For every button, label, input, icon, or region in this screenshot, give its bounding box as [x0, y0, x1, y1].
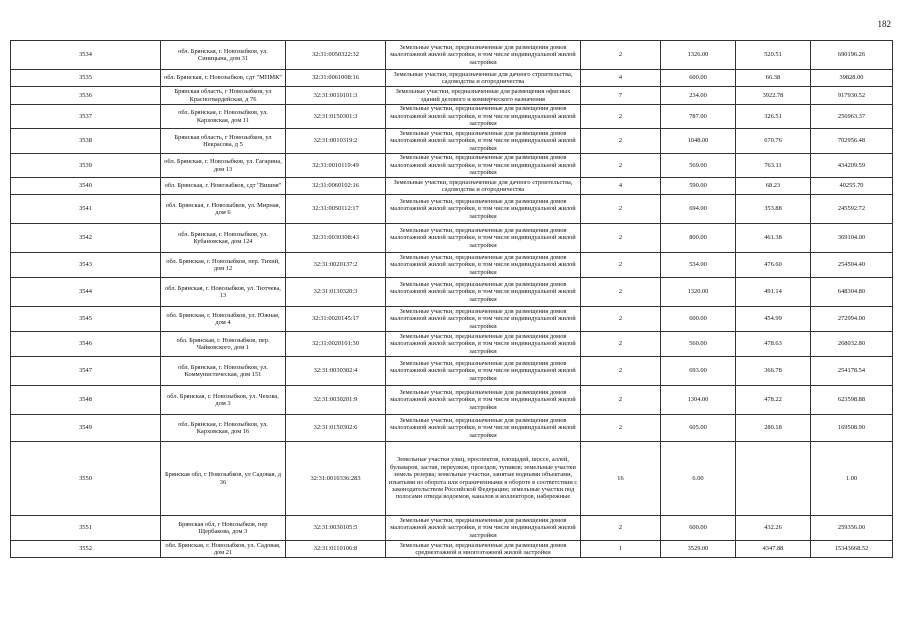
address-cell: обл. Брянская, г. Новозыбков, сдт "МПМК" — [161, 70, 286, 87]
cadastral-value-cell: 648304.80 — [811, 278, 893, 307]
address-cell: обл. Брянская, г. Новозыбков, ул. Синицына, дом 31 — [161, 41, 286, 70]
cadastral-number-cell: 32:31:0010119:49 — [286, 154, 386, 178]
cadastral-value-cell: 623598.88 — [811, 386, 893, 415]
land-use-cell: Земельные участки, предназначенные для размещения офисных зданий делового и коммерческого назначения — [386, 87, 581, 105]
group-cell: 1 — [581, 541, 661, 558]
address-cell: обл. Брянская, г. Новозыбков, ул. Тютчева, 13 — [161, 278, 286, 307]
table-row — [11, 178, 893, 195]
cadastral-value-cell: 272994.00 — [811, 307, 893, 332]
land-use-cell: Земельные участки, предназначенные для размещения домов малоэтажной жилой застройки, в том числе индивидуальной жилой застройки — [386, 278, 581, 307]
cadastral-value-cell: 690196.26 — [811, 41, 893, 70]
cadastral-number-cell: 32:31:0150302:6 — [286, 415, 386, 442]
land-use-cell: Земельные участки, предназначенные для размещения домов малоэтажной жилой застройки, в том числе индивидуальной жилой застройки — [386, 154, 581, 178]
cadastral-number-cell: 32:31:0061008:16 — [286, 70, 386, 87]
specific-value-cell: 520.51 — [736, 41, 811, 70]
land-use-cell: Земельные участки, предназначенные для размещения домов малоэтажной жилой застройки, в том числе индивидуальной жилой застройки — [386, 415, 581, 442]
land-use-cell: Земельные участки, предназначенные для размещения домов малоэтажной жилой застройки, в том числе индивидуальной жилой застройки — [386, 224, 581, 253]
specific-value-cell: 478.63 — [736, 332, 811, 357]
cadastral-value-cell: 39828.00 — [811, 70, 893, 87]
cadastral-value-cell: 40255.70 — [811, 178, 893, 195]
row-number-cell: 3534 — [11, 41, 161, 70]
table-row — [11, 195, 893, 224]
cadastral-value-cell: 15343668.52 — [811, 541, 893, 558]
area-cell: 534.00 — [661, 253, 736, 278]
area-cell: 694.00 — [661, 195, 736, 224]
area-cell: 787.00 — [661, 105, 736, 129]
address-cell: обл. Брянская, г. Новозыбков, ул. Карховская, дом 16 — [161, 415, 286, 442]
address-cell: обл. Брянская, г. Новозыбков, ул. Мирная, дом 6 — [161, 195, 286, 224]
area-cell: 605.00 — [661, 415, 736, 442]
table-row — [11, 278, 893, 307]
area-cell: 1048.00 — [661, 129, 736, 154]
cadastral-value-cell: 169508.90 — [811, 415, 893, 442]
cadastral-value-cell: 259356.00 — [811, 516, 893, 541]
address-cell: обл. Брянская, г. Новозыбков, ул. Коммунистическая, дом 151 — [161, 357, 286, 386]
specific-value-cell: 432.26 — [736, 516, 811, 541]
specific-value-cell: 280.18 — [736, 415, 811, 442]
row-number-cell: 3552 — [11, 541, 161, 558]
cadastral-value-cell: 256963.37 — [811, 105, 893, 129]
area-cell: 590.00 — [661, 178, 736, 195]
cadastral-number-cell: 32:31:0010101:3 — [286, 87, 386, 105]
address-cell: Брянская обл, г Новозыбков, пер Щербакова, дом 3 — [161, 516, 286, 541]
specific-value-cell: 68.23 — [736, 178, 811, 195]
land-use-cell: Земельные участки, предназначенные для дачного строительства, садоводства и огородничества — [386, 178, 581, 195]
page-number: 182 — [877, 19, 891, 29]
specific-value-cell — [736, 442, 811, 516]
cadastral-value-cell: 245592.72 — [811, 195, 893, 224]
row-number-cell: 3548 — [11, 386, 161, 415]
land-use-cell: Земельные участки, предназначенные для размещения домов малоэтажной жилой застройки, в том числе индивидуальной жилой застройки — [386, 307, 581, 332]
cadastral-number-cell: 32:31:0030302:4 — [286, 357, 386, 386]
land-use-cell: Земельные участки улиц, проспектов, площадей, шоссе, аллей, бульваров, застав, переулков, проездов, тупиков; земельные участки земель резерва; земельные участки, занятые водными объектами, изъятыми из оборота или ограниченными в обороте в соответствии с законодательством Российской Федерации; земельные участки под полосами отвода водоемов, каналов и коллекторов, набережные — [386, 442, 581, 516]
cadastral-number-cell: 32:31:0050112:17 — [286, 195, 386, 224]
cadastral-number-cell: 32:31:0030105:5 — [286, 516, 386, 541]
address-cell: обл. Брянская, г. Новозыбков, пер. Чайковского, дом 1 — [161, 332, 286, 357]
cadastral-value-cell: 254178.54 — [811, 357, 893, 386]
address-cell: обл. Брянская, г. Новозыбков, пер. Тихий, дом 12 — [161, 253, 286, 278]
table-row — [11, 129, 893, 154]
specific-value-cell: 326.51 — [736, 105, 811, 129]
area-cell: 600.00 — [661, 516, 736, 541]
specific-value-cell: 454.99 — [736, 307, 811, 332]
row-number-cell: 3546 — [11, 332, 161, 357]
area-cell: 1320.00 — [661, 278, 736, 307]
row-number-cell: 3550 — [11, 442, 161, 516]
cadastral-number-cell: 32:31:0020145:17 — [286, 307, 386, 332]
cadastral-value-cell: 1.00 — [811, 442, 893, 516]
cadastral-number-cell: 32:31:0050322:32 — [286, 41, 386, 70]
group-cell: 2 — [581, 253, 661, 278]
land-use-cell: Земельные участки, предназначенные для размещения домов малоэтажной жилой застройки, в том числе индивидуальной жилой застройки — [386, 386, 581, 415]
area-cell: 600.00 — [661, 307, 736, 332]
specific-value-cell: 4347.88 — [736, 541, 811, 558]
group-cell: 4 — [581, 70, 661, 87]
specific-value-cell: 3922.78 — [736, 87, 811, 105]
group-cell: 2 — [581, 357, 661, 386]
table-row — [11, 516, 893, 541]
land-use-cell: Земельные участки, предназначенные для размещения домов малоэтажной жилой застройки, в том числе индивидуальной жилой застройки — [386, 41, 581, 70]
table-row — [11, 224, 893, 253]
specific-value-cell: 491.14 — [736, 278, 811, 307]
area-cell: 600.00 — [661, 70, 736, 87]
table-row — [11, 105, 893, 129]
area-cell: 6.00 — [661, 442, 736, 516]
row-number-cell: 3541 — [11, 195, 161, 224]
specific-value-cell: 461.38 — [736, 224, 811, 253]
cadastral-number-cell: 32:31:0150301:3 — [286, 105, 386, 129]
group-cell: 2 — [581, 278, 661, 307]
cadastral-value-cell: 254504.40 — [811, 253, 893, 278]
land-use-cell: Земельные участки, предназначенные для размещения домов малоэтажной жилой застройки, в том числе индивидуальной жилой застройки — [386, 129, 581, 154]
area-cell: 1326.00 — [661, 41, 736, 70]
address-cell: обл. Брянская, г. Новозыбков, сдт "Вишня" — [161, 178, 286, 195]
group-cell: 2 — [581, 332, 661, 357]
table-row — [11, 307, 893, 332]
area-cell: 560.00 — [661, 332, 736, 357]
cadastral-value-table — [10, 40, 893, 558]
row-number-cell: 3535 — [11, 70, 161, 87]
land-use-cell: Земельные участки, предназначенные для размещения домов малоэтажной жилой застройки, в том числе индивидуальной жилой застройки — [386, 332, 581, 357]
cadastral-number-cell: 32:31:0110106:8 — [286, 541, 386, 558]
row-number-cell: 3551 — [11, 516, 161, 541]
table-row — [11, 154, 893, 178]
address-cell: Брянская обл, г Новозыбков, ул Садовая, д 36 — [161, 442, 286, 516]
group-cell: 2 — [581, 154, 661, 178]
group-cell: 2 — [581, 129, 661, 154]
cadastral-number-cell: 32:31:0030308:43 — [286, 224, 386, 253]
table-row — [11, 386, 893, 415]
specific-value-cell: 763.11 — [736, 154, 811, 178]
row-number-cell: 3549 — [11, 415, 161, 442]
address-cell: обл. Брянская, г. Новозыбков, ул. Садовая, дом 21 — [161, 541, 286, 558]
table-row — [11, 442, 893, 516]
land-use-cell: Земельные участки, предназначенные для размещения домов малоэтажной жилой застройки, в том числе индивидуальной жилой застройки — [386, 195, 581, 224]
address-cell: Брянская область, г Новозыбков, ул Красногвардейская, д 76 — [161, 87, 286, 105]
group-cell: 2 — [581, 386, 661, 415]
land-use-cell: Земельные участки, предназначенные для размещения домов малоэтажной жилой застройки, в том числе индивидуальной жилой застройки — [386, 516, 581, 541]
row-number-cell: 3536 — [11, 87, 161, 105]
area-cell: 569.00 — [661, 154, 736, 178]
land-use-cell: Земельные участки, предназначенные для дачного строительства, садоводства и огородничества — [386, 70, 581, 87]
row-number-cell: 3538 — [11, 129, 161, 154]
area-cell: 3529.00 — [661, 541, 736, 558]
group-cell: 4 — [581, 178, 661, 195]
address-cell: обл. Брянская, г. Новозыбков, ул. Карховская, дом 11 — [161, 105, 286, 129]
group-cell: 2 — [581, 415, 661, 442]
cadastral-number-cell: 32:31:0130320:3 — [286, 278, 386, 307]
address-cell: обл. Брянская, г. Новозыбков, ул. Гагарина, дом 13 — [161, 154, 286, 178]
group-cell: 7 — [581, 87, 661, 105]
land-use-cell: Земельные участки, предназначенные для размещения домов малоэтажной жилой застройки, в том числе индивидуальной жилой застройки — [386, 357, 581, 386]
table-row — [11, 87, 893, 105]
area-cell: 800.00 — [661, 224, 736, 253]
specific-value-cell: 478.22 — [736, 386, 811, 415]
land-use-cell: Земельные участки, предназначенные для размещения домов среднеэтажной и многоэтажной жилой застройки — [386, 541, 581, 558]
land-use-cell: Земельные участки, предназначенные для размещения домов малоэтажной жилой застройки, в том числе индивидуальной жилой застройки — [386, 253, 581, 278]
group-cell: 2 — [581, 105, 661, 129]
address-cell: Брянская область, г Новозыбков, ул Некрасова, д 5 — [161, 129, 286, 154]
row-number-cell: 3543 — [11, 253, 161, 278]
row-number-cell: 3544 — [11, 278, 161, 307]
cadastral-value-cell: 434209.59 — [811, 154, 893, 178]
cadastral-number-cell: 32:31:0010319:2 — [286, 129, 386, 154]
row-number-cell: 3545 — [11, 307, 161, 332]
row-number-cell: 3540 — [11, 178, 161, 195]
table-row — [11, 70, 893, 87]
cadastral-number-cell: 32:31:0030201:9 — [286, 386, 386, 415]
row-number-cell: 3539 — [11, 154, 161, 178]
cadastral-number-cell: 32:31:0020101:30 — [286, 332, 386, 357]
cadastral-value-cell: 917930.52 — [811, 87, 893, 105]
cadastral-value-cell: 268032.80 — [811, 332, 893, 357]
group-cell: 16 — [581, 442, 661, 516]
address-cell: обл. Брянская, г. Новозыбков, ул. Южная, дом 4 — [161, 307, 286, 332]
cadastral-number-cell: 32:31:0060102:16 — [286, 178, 386, 195]
group-cell: 2 — [581, 41, 661, 70]
area-cell: 1304.00 — [661, 386, 736, 415]
group-cell: 2 — [581, 195, 661, 224]
address-cell: обл. Брянская, г. Новозыбков, ул. Кубановская, дом 124 — [161, 224, 286, 253]
row-number-cell: 3537 — [11, 105, 161, 129]
specific-value-cell: 66.38 — [736, 70, 811, 87]
cadastral-number-cell: 32:31:0010336:283 — [286, 442, 386, 516]
specific-value-cell: 366.78 — [736, 357, 811, 386]
table-row — [11, 415, 893, 442]
cadastral-value-cell: 369104.00 — [811, 224, 893, 253]
group-cell: 2 — [581, 307, 661, 332]
address-cell: обл. Брянская, г. Новозыбков, ул. Чехова, дом 3 — [161, 386, 286, 415]
table-row — [11, 357, 893, 386]
cadastral-number-cell: 32:31:0020137:2 — [286, 253, 386, 278]
area-cell: 234.00 — [661, 87, 736, 105]
table-row — [11, 41, 893, 70]
area-cell: 693.00 — [661, 357, 736, 386]
specific-value-cell: 670.76 — [736, 129, 811, 154]
land-use-cell: Земельные участки, предназначенные для размещения домов малоэтажной жилой застройки, в том числе индивидуальной жилой застройки — [386, 105, 581, 129]
table-row — [11, 541, 893, 558]
group-cell: 2 — [581, 224, 661, 253]
specific-value-cell: 476.60 — [736, 253, 811, 278]
row-number-cell: 3542 — [11, 224, 161, 253]
specific-value-cell: 353.88 — [736, 195, 811, 224]
group-cell: 2 — [581, 516, 661, 541]
table-row — [11, 332, 893, 357]
table-row — [11, 253, 893, 278]
cadastral-value-cell: 702956.48 — [811, 129, 893, 154]
row-number-cell: 3547 — [11, 357, 161, 386]
